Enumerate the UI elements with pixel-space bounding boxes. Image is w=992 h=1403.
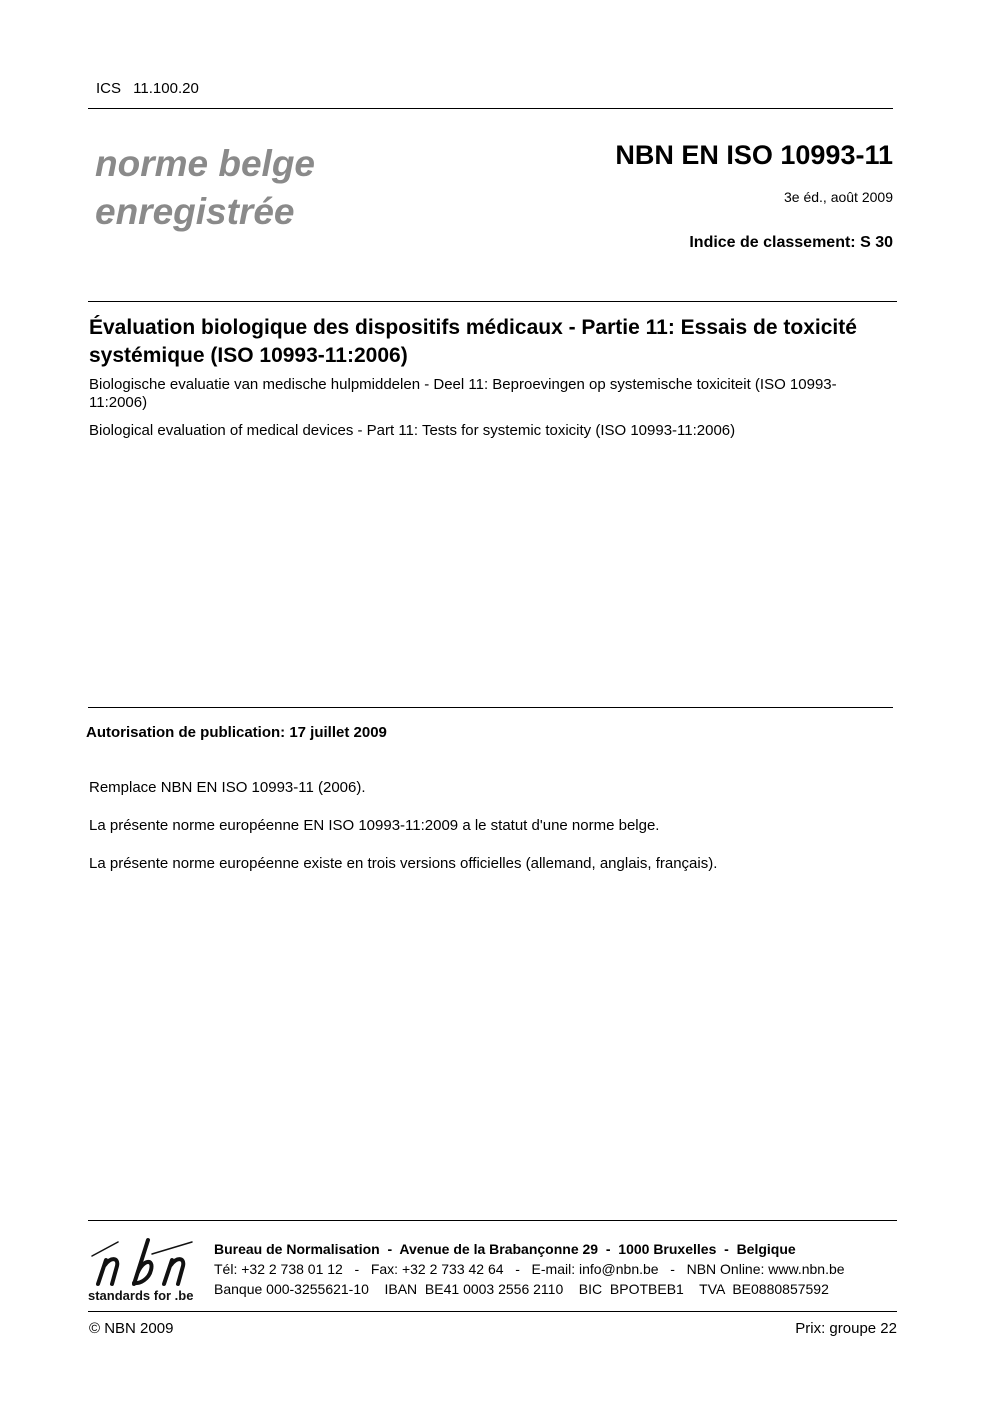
nbn-logo [88, 1232, 200, 1304]
brand-line-2: enregistrée [95, 191, 295, 232]
edition-date: 3e éd., août 2009 [784, 189, 893, 205]
nbn-logo-mark [88, 1232, 200, 1304]
publication-authorization: Autorisation de publication: 17 juillet 2009 [86, 724, 387, 741]
versions-note: La présente norme européenne existe en trois versions officielles (allemand, anglais, français). [89, 855, 718, 872]
classification-index: Indice de classement: S 30 [689, 234, 893, 251]
brand-title [95, 140, 315, 236]
footer-contact: Tél: +32 2 738 01 12 - Fax: +32 2 733 42 64 - E-mail: info@nbn.be - NBN Online: www.nbn.be [214, 1261, 845, 1277]
brand-line-1: norme belge [95, 143, 315, 184]
standard-number: NBN EN ISO 10993-11 [615, 140, 893, 170]
copyright: © NBN 2009 [89, 1320, 174, 1337]
footer-rule [88, 1220, 897, 1221]
publication-rule [88, 707, 893, 708]
title-english: Biological evaluation of medical devices - Part 11: Tests for systemic toxicity (ISO 10993-11:2006) [89, 422, 736, 439]
title-french: Évaluation biologique des dispositifs médicaux - Partie 11: Essais de toxicité systémique (ISO 10993-11:2006) [89, 316, 857, 367]
title-rule [88, 301, 897, 302]
header-rule [88, 108, 893, 109]
footer-address: Bureau de Normalisation - Avenue de la Brabançonne 29 - 1000 Bruxelles - Belgique [214, 1241, 796, 1257]
replaces-note: Remplace NBN EN ISO 10993-11 (2006). [89, 779, 366, 796]
title-dutch: Biologische evaluatie van medische hulpmiddelen - Deel 11: Beproevingen op systemische toxiciteit (ISO 10993-11:2006) [89, 376, 837, 411]
status-note: La présente norme européenne EN ISO 10993-11:2009 a le statut d'une norme belge. [89, 817, 660, 834]
price-group: Prix: groupe 22 [795, 1320, 897, 1337]
bottom-rule [88, 1311, 897, 1312]
footer-bank: Banque 000-3255621-10 IBAN BE41 0003 2556 2110 BIC BPOTBEB1 TVA BE0880857592 [214, 1281, 829, 1297]
ics-code: ICS 11.100.20 [96, 80, 199, 97]
logo-tagline: standards for .be [88, 1288, 194, 1303]
